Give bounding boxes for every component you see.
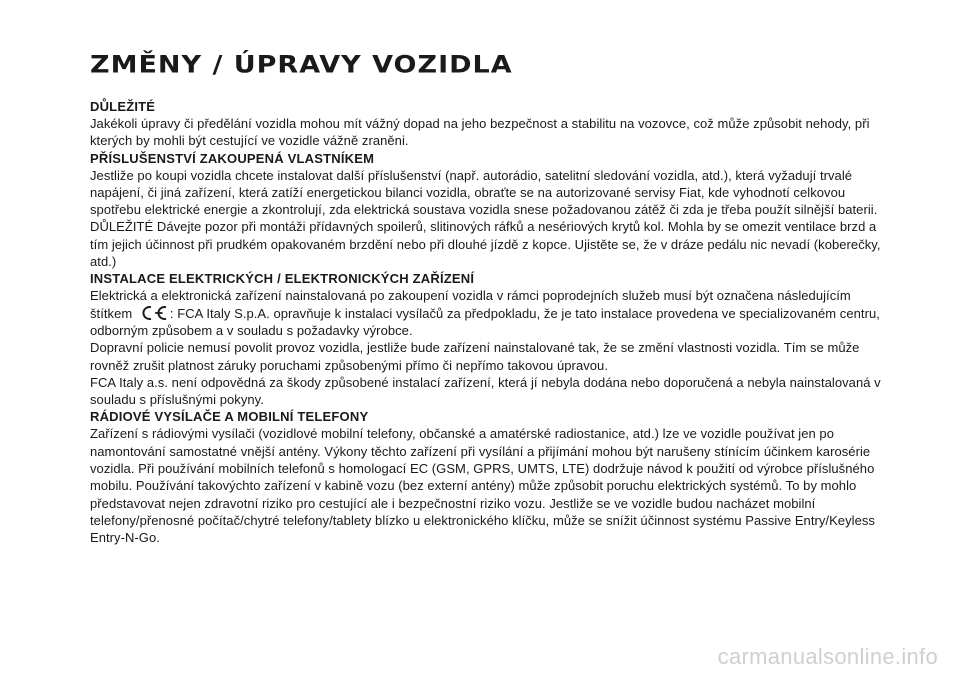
paragraph: DŮLEŽITÉ Dávejte pozor při montáži přídavných spoilerů, slitinových ráfků a nesériových krytů kol. Mohla by se omezit ventilace brzd a tím jejich účinnost při prudkém opakovaném brzdění nebo při dlouhé jízdě z kopce. Ujistěte se, že v dráze pedálu nic nevadí (koberečky, atd.): [90, 219, 881, 270]
ce-text-after: : FCA Italy S.p.A. opravňuje k instalaci vysílačů za předpokladu, že je tato instalace provedena ve specializovaném centru, odborným způsobem a v souladu s požadavky výrobce.: [90, 305, 880, 338]
paragraph-ce: [90, 287, 890, 339]
watermark: carmanualsonline.info: [717, 644, 938, 669]
section-owner-accessories: [90, 150, 890, 271]
section-electronic-devices: [90, 270, 890, 408]
section-heading: RÁDIOVÉ VYSÍLAČE A MOBILNÍ TELEFONY: [90, 409, 369, 425]
section-radio-transmitters: [90, 408, 890, 546]
section-important: [90, 98, 890, 150]
paragraph: Dopravní policie nemusí povolit provoz vozidla, jestliže bude zařízení nainstalované tak, že se změní vlastnosti vozidla. Tím se může rovněž zrušit platnost záruky poruchami způsobenými přímo či nepřímo takovou úpravou.: [90, 340, 860, 373]
ce-mark-icon: [138, 305, 168, 321]
paragraph: FCA Italy a.s. není odpovědná za škody způsobené instalací zařízení, která jí nebyla dodána nebo doporučená a nebyla nainstalovaná v souladu s příslušnými pokyny.: [90, 374, 881, 408]
section-heading: DŮLEŽITÉ: [90, 99, 156, 114]
document-page: [90, 50, 890, 547]
page-title: ZMĚNY / ÚPRAVY VOZIDLA: [90, 50, 513, 79]
section-heading: PŘÍSLUŠENSTVÍ ZAKOUPENÁ VLASTNÍKEM: [90, 150, 375, 166]
paragraph: Zařízení s rádiovými vysílači (vozidlové mobilní telefony, občanské a amatérské radiostanice, atd.) lze ve vozidle používat jen po namontování samostatné vnější antény. Výkony těchto zařízení při vysílání a přijímání mohou být narušeny stínícím účinkem karosérie vozidla. Při používání mobilních telefonů s homologací EC (GSM, GPRS, UMTS, LTE) dodržuje návod k použití od výrobce příslušného mobilu. Používání takovýchto zařízení v kabině vozu (bez externí antény) může způsobit poruchu elektrických systémů. To by mohlo představovat nejen zdravotní riziko pro cestující ale i bezpečnostní riziko vozu. Jestliže se ve vozidle budou nacházet mobilní telefony/přenosné počítač/chytré telefony/tablety blízko u elektronického klíčku, může se snížit účinnost systému Passive Entry/Keyless Entry-N-Go.: [90, 426, 875, 546]
paragraph: Jakékoli úpravy či předělání vozidla mohou mít vážný dopad na jeho bezpečnost a stabilitu na vozovce, což může způsobit nehody, při kterých by mohli být cestující ve vozidle vážně zraněni.: [90, 116, 870, 149]
section-heading: INSTALACE ELEKTRICKÝCH / ELEKTRONICKÝCH ZAŘÍZENÍ: [90, 271, 475, 287]
paragraph: Jestliže po koupi vozidla chcete instalovat další příslušenství (např. autorádio, satelitní sledování vozidla, atd.), která vyžadují trvalé napájení, či jiná zařízení, která zatíží energetickou bilanci vozidla, obraťte se na autorizované servisy Fiat, kde vyhodnotí celkovou spotřebu elektrické energie a zkontrolují, zda elektrická soustava vozidla snese požadovanou zátěž či zda je třeba použít silnější baterii.: [90, 167, 878, 218]
ce-text-before: Elektrická a elektronická zařízení nainstalovaná po zakoupení vozidla v rámci poprodejních služeb musí být označena následujícím štítkem: [90, 288, 851, 321]
